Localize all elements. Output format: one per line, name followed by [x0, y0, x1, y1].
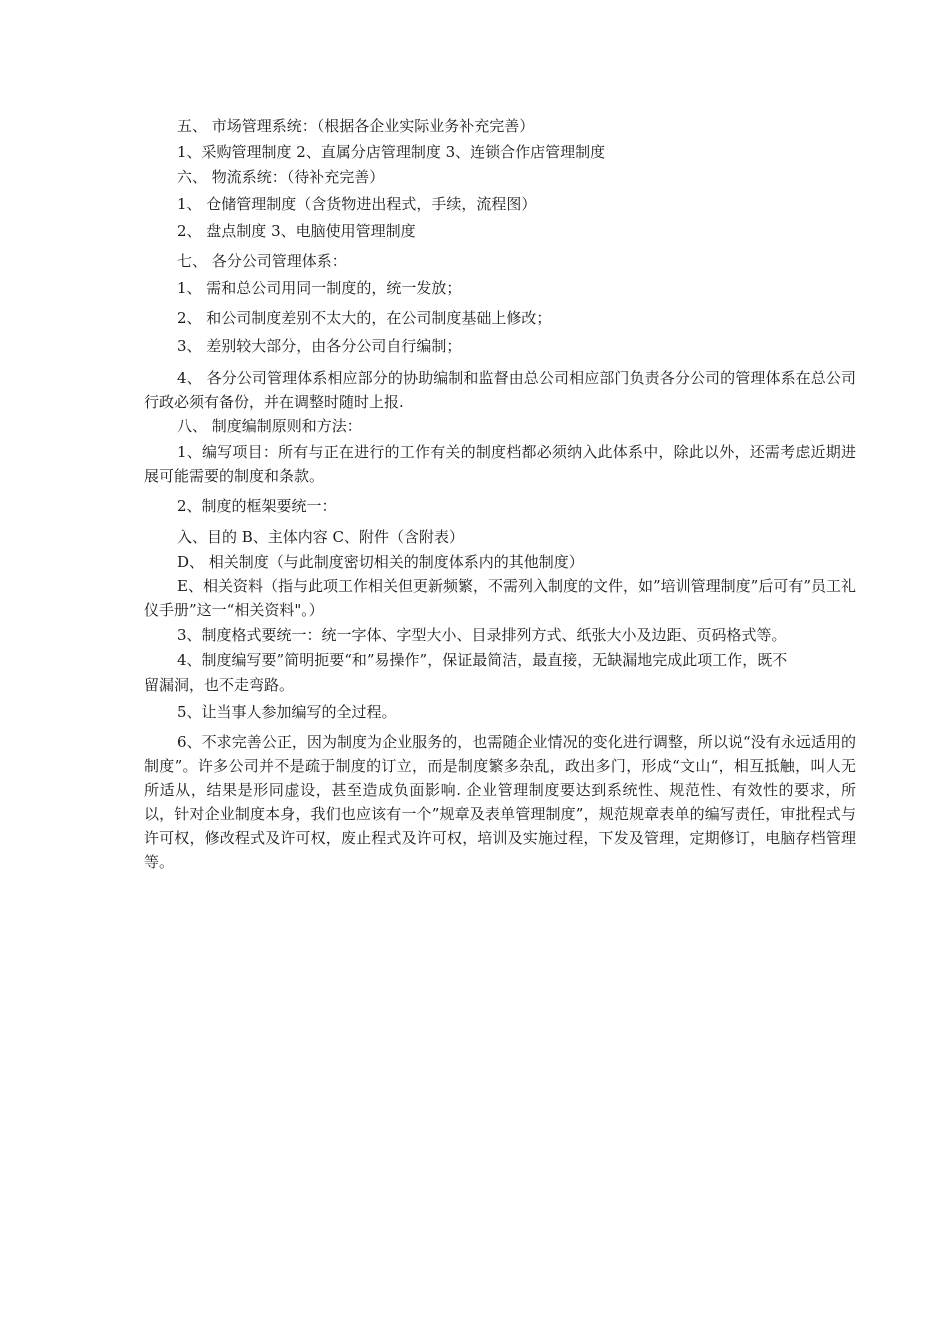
- paragraph: 1、编写项目：所有与正在进行的工作有关的制度档都必须纳入此体系中，除此以外，还需考虑近期进展可能需要的制度和条款。: [144, 443, 856, 485]
- section-heading-6: 六、 物流系统：（待补充完善）: [177, 168, 385, 186]
- paragraph: 5、让当事人参加编写的全过程。: [177, 703, 397, 721]
- paragraph: 3、制度格式要统一：统一字体、字型大小、目录排列方式、纸张大小及边距、页码格式等。: [177, 626, 787, 644]
- section-heading-8: 八、 制度编制原则和方法：: [177, 417, 362, 435]
- paragraph: D、 相关制度（与此制度密切相关的制度体系内的其他制度）: [177, 553, 584, 571]
- paragraph: 6、不求完善公正，因为制度为企业服务的，也需随企业情况的变化进行调整，所以说“没有永远适用的制度”。许多公司并不是疏于制度的订立，而是制度繁多杂乱，政出多门，形成“文山“，相互抵触，叫人无所适从，结果是形同虚设，甚至造成负面影响. 企业管理制度要达到系统性、规范性、有效性的要求，所以，针对企业制度本身，我们也应该有一个”规章及表单管理制度”，规范规章表单的编写责任，审批程式与许可权，修改程式及许可权，废止程式及许可权，培训及实施过程，下发及管理，定期修订，电脑存档管理等。: [144, 733, 856, 871]
- paragraph: 4、 各分公司管理体系相应部分的协助编制和监督由总公司相应部门负责各分公司的管理体系在总公司行政必须有备份，并在调整时随时上报.: [144, 369, 856, 411]
- section-heading-5: 五、 市场管理系统：（根据各企业实际业务补充完善）: [177, 117, 535, 135]
- paragraph: 2、 和公司制度差别不太大的，在公司制度基础上修改；: [177, 309, 552, 327]
- paragraph: 2、 盘点制度 3、电脑使用管理制度: [177, 222, 416, 240]
- paragraph: E、相关资料（指与此项工作相关但更新频繁，不需列入制度的文件，如”培训管理制度”后可有”员工礼仪手册”这一“相关资料"。）: [144, 577, 856, 619]
- paragraph: 入、目的 B、主体内容 C、附件（含附表）: [177, 528, 465, 546]
- paragraph: 3、 差别较大部分，由各分公司自行编制；: [177, 337, 462, 355]
- paragraph: 留漏洞，也不走弯路。: [144, 676, 295, 694]
- paragraph: 1、 需和总公司用同一制度的，统一发放；: [177, 279, 462, 297]
- paragraph: 1、采购管理制度 2、直属分店管理制度 3、连锁合作店管理制度: [177, 143, 606, 161]
- paragraph: 2、制度的框架要统一：: [177, 497, 337, 515]
- paragraph: 4、制度编写要”简明扼要“和”易操作”，保证最简洁，最直接，无缺漏地完成此项工作，既不: [177, 651, 788, 669]
- paragraph: 1、 仓储管理制度（含货物进出程式，手续，流程图）: [177, 195, 537, 213]
- document-body: [144, 114, 856, 874]
- section-heading-7: 七、 各分公司管理体系：: [177, 252, 347, 270]
